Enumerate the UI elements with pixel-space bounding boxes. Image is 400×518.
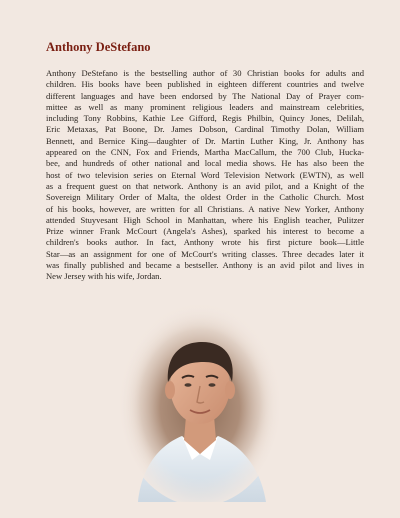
bio-line: attended Stuyvesant High School in Manhattan, where his English teacher, Pulitzer: [46, 214, 364, 225]
bio-line: was finally published and became a bestseller. Anthony is an avid pilot and lives in: [46, 260, 364, 271]
bio-line: host of two television series on Eternal Word Television Network (EWTN), as well: [46, 169, 364, 180]
bio-line: Eric Metaxas, Pat Boone, Dr. James Dobson, Cardinal Timothy Dolan, William: [46, 124, 364, 135]
bio-line: as a frequent guest on that network. Anthony is an avid pilot, and a Knight of the: [46, 180, 364, 191]
bio-line: mittee as well as many prominent religious leaders and mainstream celebrities,: [46, 101, 364, 112]
author-bio: [46, 68, 364, 283]
bio-line: children. His books have been published in eighteen different countries and twelve: [46, 79, 364, 90]
bio-line: of his books, however, are written for all Christians. A native New Yorker, Anthony: [46, 203, 364, 214]
bio-line: children's books author. In fact, Anthony wrote his first picture book—Little: [46, 237, 364, 248]
bio-line: Bennett, and Bernice King—daughter of Dr. Martin Luther King, Jr. Anthony has: [46, 135, 364, 146]
bio-line: Star—as an assignment for one of McCourt's writing classes. Three decades later it: [46, 248, 364, 259]
bio-line: Prize winner Frank McCourt (Angela's Ashes), sparked his interest to become a: [46, 226, 364, 237]
bio-line: including Tony Robbins, Kathie Lee Gifford, Regis Philbin, Quincy Jones, Delilah,: [46, 113, 364, 124]
bio-line: different languages and have been endorsed by The National Day of Prayer com-: [46, 90, 364, 101]
bio-line: New Jersey with his wife, Jordan.: [46, 271, 162, 282]
bio-line: bee, and hundreds of other national and local media shows. He has also been the: [46, 158, 364, 169]
author-heading: Anthony DeStefano: [46, 40, 151, 54]
bio-line: appeared on the CNN, Fox and Friends, Martha MacCallum, the 700 Club, Hucka-: [46, 147, 364, 158]
author-photo: [120, 304, 280, 502]
bio-line: Sovereign Military Order of Malta, the oldest Order in the Catholic Church. Most: [46, 192, 364, 203]
bio-line: Anthony DeStefano is the bestselling author of 30 Christian books for adults and: [46, 68, 364, 78]
